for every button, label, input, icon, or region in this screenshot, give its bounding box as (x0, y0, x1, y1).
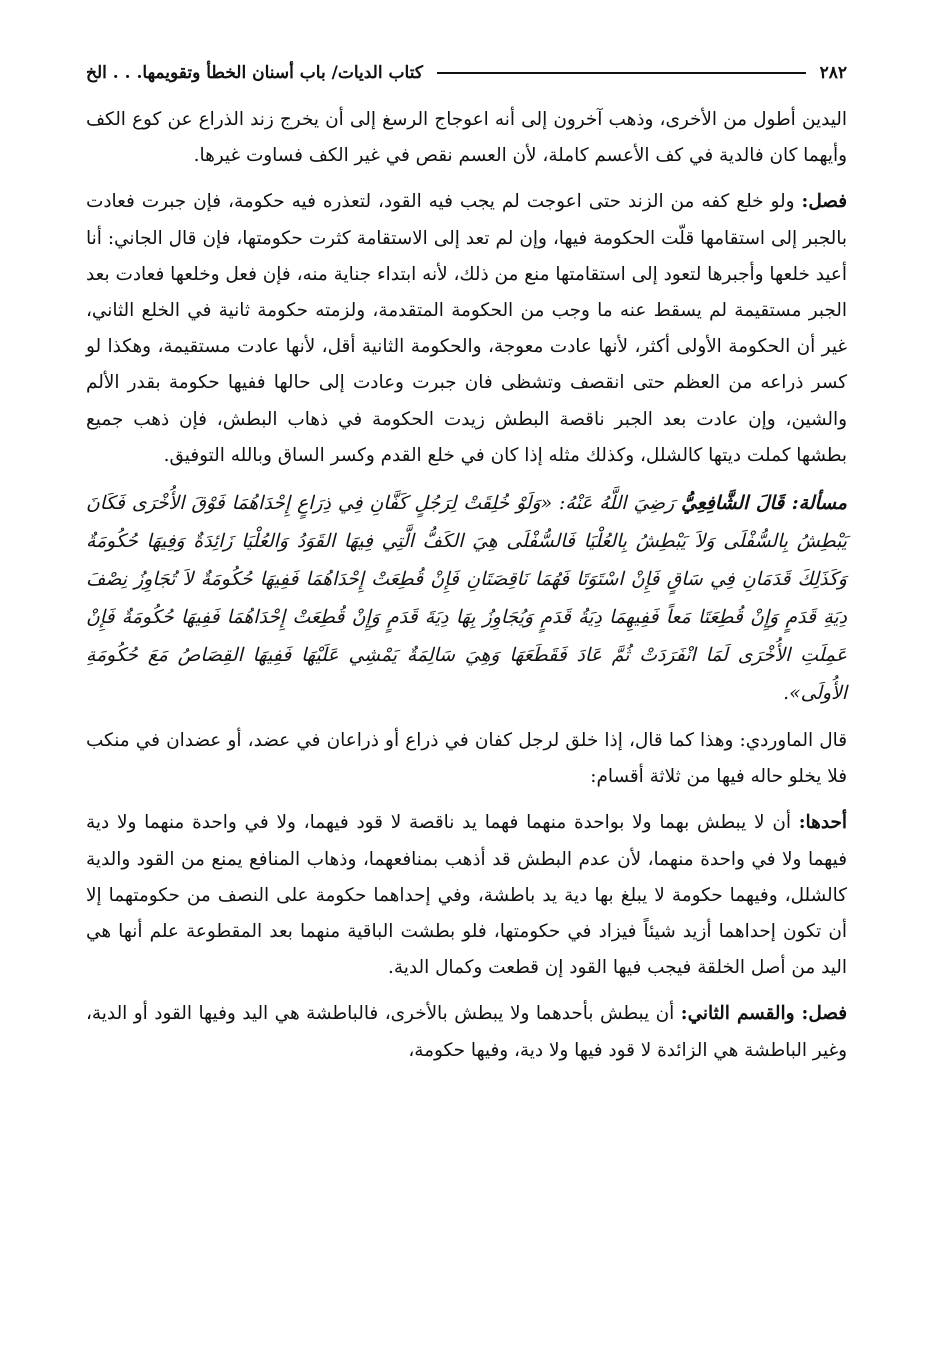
paragraph-lead: أحدها: (798, 812, 847, 834)
paragraph-text: اليدين أطول من الأخرى، وذهب آخرون إلى أنه اعوجاج الرسغ إلى أن يخرج زند الذراع عن كوع الكف وأيهما كان فالدية في كف الأعسم كاملة، لأن العسم نقص في غير الكف فساوت غيرها. (86, 109, 847, 167)
paragraph-lead: مسألة: قَالَ الشَّافِعِيُّ (681, 492, 847, 515)
paragraph-lead: فصل: (801, 191, 847, 213)
quoted-paragraph (86, 484, 847, 713)
paragraph-text: ولو خلع كفه من الزند حتى اعوجت لم يجب فيه القود، لتعذره فيه حكومة، فإن جبرت فعادت بالجبر إلى استقامها قلّت الحكومة فيها، وإن لم تعد إلى الاستقامة كثرت حكومتها، فإن قال الجاني: أنا أعيد خلعها وأجبرها لتعود إلى استقامتها منع من ذلك، لأنه ابتداء جناية منه، فإن فعل وخلعها فعادت بعد الجبر مستقيمة لم يسقط عنه ما وجب من الحكومة المتقدمة، ولزمته حكومة ثانية في الخلع الثاني، غير أن الحكومة الأولى أكثر، لأنها عادت معوجة، والحكومة الثانية أقل، لأنها عادت مستقيمة، وهكذا لو كسر ذراعه من العظم حتى انقصف وتشظى فان جبرت وعادت إلى حالها ففيها حكومة بقدر الألم والشين، وإن عادت بعد الجبر ناقصة البطش زيدت الحكومة في ذهاب البطش، فإن ذهب جميع بطشها كملت ديتها كالشلل، وكذلك مثله إذا كان في خلع القدم وكسر الساق وبالله التوفيق. (86, 191, 847, 466)
paragraph (86, 996, 847, 1068)
page-body (86, 102, 847, 1079)
running-title: كتاب الديات/ باب أسنان الخطأ وتقويمها. . . الخ (86, 63, 423, 83)
paragraph-text: رَضِيَ اللَّهُ عَنْهُ: «وَلَوْ خُلِقَتْ لِرَجُلٍ كَفَّانِ فِي ذِرَاعٍ إِحْدَاهُمَا فَوْقَ الأُخْرَى فَكَانَ يَبْطِشُ بِالسُّفْلَى وَلاَ يَبْطِشُ بِالعُلْيَا فَالسُّفْلَى هِيَ الكَفُّ الَّتِي فِيهَا القَوَدُ وَالعُلْيَا زَائِدَةٌ وَفِيهَا حُكُومَةٌ وَكَذَلِكَ قَدَمَانِ فِي سَاقٍ فَإِنْ اسْتَوَتَا فَهُمَا نَاقِصَتَانِ فَإِنْ قُطِعَتْ إِحْدَاهُمَا فَفِيهَا حُكُومَةٌ لاَ تُجَاوِزُ نِصْفَ دِيَةِ قَدَمٍ وَإِنْ قُطِعَتَا مَعاً فَفِيهِمَا دِيَةُ قَدَمٍ وَيُجَاوِزُ بِهَا دِيَةَ قَدَمٍ وَإِنْ قُطِعَتْ إِحْدَاهُمَا فَفِيهَا حُكُومَةٌ فَإِنْ عَمِلَتِ الأُخْرَى لَمَا انْفَرَدَتْ ثُمَّ عَادَ فَقَطَعَهَا وَهِيَ سَالِمَةٌ يَمْشِي عَلَيْهَا فَفِيهَا القِصَاصُ مَعَ حُكُومَةِ الأُولَى». (86, 493, 847, 705)
paragraph-text: أن يبطش بأحدهما ولا يبطش بالأخرى، فالباطشة هي اليد وفيها القود أو الدية، وغير الباطشة هي الزائدة لا قود فيها ولا دية، وفيها حكومة، (86, 1003, 847, 1061)
running-header (86, 58, 847, 88)
paragraph (86, 102, 847, 174)
page-number: ٢٨٢ (819, 63, 847, 83)
paragraph-text: أن لا يبطش بهما ولا بواحدة منهما فهما يد ناقصة لا قود فيهما، ولا في واحدة منهما ولا دية فيهما ولا في واحدة منهما، لأن عدم البطش قد أذهب بمنافعهما، وذهاب المنافع يمنع من القود والدية كالشلل، وفيهما حكومة لا يبلغ بها دية يد باطشة، وفي إحداهما حكومة على النصف من حكومتهما إلا أن تكون إحداهما أزيد شيئاً فيزاد في حكومتها، فلو بطشت الباقية منهما بعد المقطوعة علم أنها هي اليد من أصل الخلقة فيجب فيها القود إن قطعت وكمال الدية. (86, 812, 847, 979)
paragraph (86, 184, 847, 474)
paragraph-text: قال الماوردي: وهذا كما قال، إذا خلق لرجل كفان في ذراع أو ذراعان في عضد، أو عضدان في منكب فلا يخلو حاله فيها من ثلاثة أقسام: (86, 730, 847, 788)
paragraph (86, 805, 847, 986)
paragraph (86, 723, 847, 795)
header-rule (437, 72, 806, 74)
paragraph-lead: فصل: والقسم الثاني: (680, 1003, 847, 1025)
